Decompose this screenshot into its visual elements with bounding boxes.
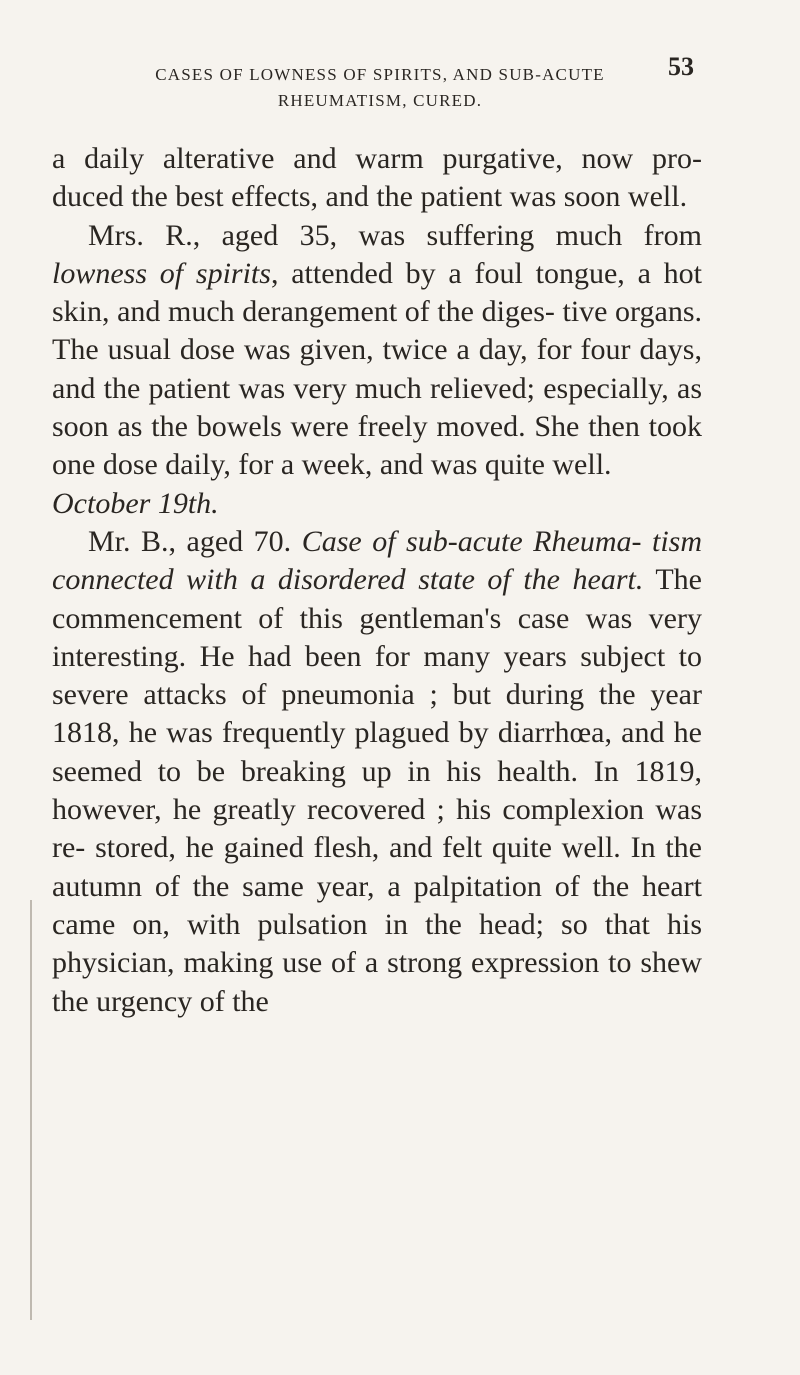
paragraph-mrs-r	[52, 217, 702, 485]
running-head-line-2: RHEUMATISM, CURED.	[277, 91, 483, 110]
body-text	[52, 140, 702, 1021]
running-head	[90, 62, 670, 114]
dateline-day: 19th.	[157, 486, 219, 520]
page-edge-shadow	[30, 900, 32, 1320]
lowness-of-spirits-italic: lowness of spirits	[52, 256, 271, 290]
paragraph-mr-b	[52, 523, 702, 1021]
paragraph-mr-b-body: The commencement of this gentleman's case was very interesting. He had been for many years subject to severe attacks of pneumonia ; but during the year 1818, he was frequently plagued by diarrhœa, and he seemed to be breaking up in his health. In 1819, however, he greatly recovered ; his complexion was re- stored, he gained flesh, and felt quite well. In the autumn of the same year, a palpitation of the heart came on, with pulsation in the head; so that his physician, making use of a strong expression to shew the urgency of the	[52, 563, 702, 1018]
running-head-line-1: CASES OF LOWNESS OF SPIRITS, AND SUB-ACUTE	[155, 65, 605, 84]
dateline	[52, 485, 702, 523]
paragraph-mrs-r-intro: Mrs. R., aged 35, was suffering much from	[88, 218, 702, 252]
paragraph-mr-b-intro: Mr. B., aged 70.	[88, 524, 302, 558]
dateline-month: October	[52, 486, 158, 520]
paragraph-mrs-r-body: , attended by a foul tongue, a hot skin, and much derangement of the diges- tive organs. The usual dose was given, twice a day, for four days, and the patient was very much relieved; especially, as soon as the bowels were freely moved. She then took one dose daily, for a week, and was quite well.	[52, 256, 703, 482]
page-number: 53	[668, 52, 694, 81]
case-heading-italic: Case of sub-acute Rheuma- tism connected with a disordered state of the heart.	[52, 524, 702, 597]
paragraph-continuation: a daily alterative and warm purgative, now pro- duced the best effects, and the patient was soon well.	[52, 142, 702, 214]
